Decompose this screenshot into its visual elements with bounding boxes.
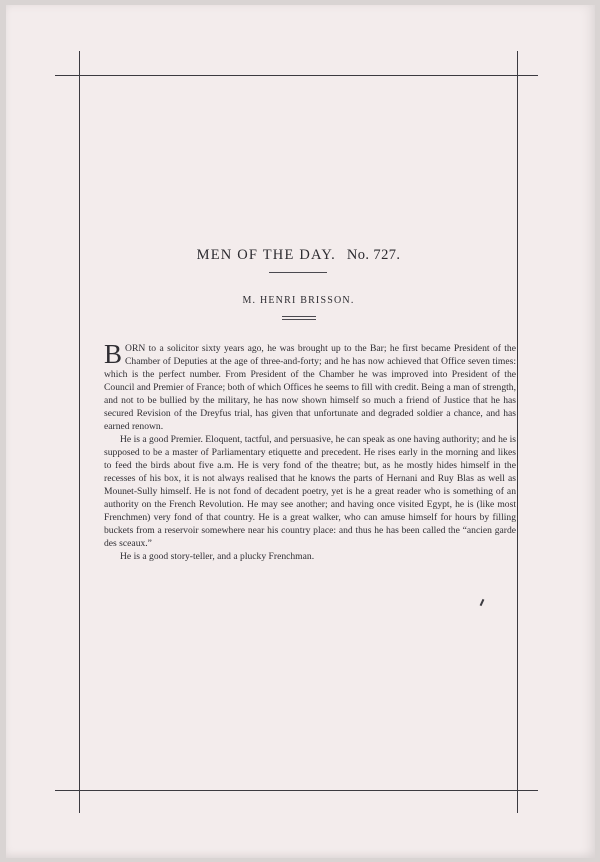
- paragraph-2: He is a good Premier. Eloquent, tactful, and persuasive, he can speak as one having authority; and he is supposed to be a master of Parliamentary etiquette and precedent. He rises early in the morning and likes to feed the birds about five a.m. He is very fond of the theatre; but, as he mostly hides himself in the recesses of his box, it is not always realised that he knows the parts of Hernani and Ruy Blas as well as Mounet-Sully himself. He is not fond of decadent poetry, yet is he a great reader who is something of an authority on the French Revolution. He may see another; and having once visited Egypt, he is (like most Frenchmen) very fond of that country. He is a great walker, who can amuse himself for hours by filling buckets from a reservoir somewhere near his country place: and thus he has been called the “ancien garde des sceaux.”: [104, 434, 516, 549]
- article-body: [104, 339, 516, 563]
- top-border-rule: [55, 75, 538, 76]
- drop-cap: B: [104, 339, 123, 369]
- title-divider: [269, 272, 327, 273]
- paragraph-1-text: ORN to a solicitor sixty years ago, he was brought up to the Bar; he first became President of the Chamber of Deputies at the age of three-and-forty; and he has now achieved that Office seven times: which is the perfect number. From President of the Chamber he was improved into President of the Council and Premier of France; both of which Offices he seems to fill with credit. Being a man of strength, and not to be bullied by the military, he has now shown himself so much a friend of Justice that he has secured Revision of the Dreyfus trial, has given that unfortunate and degraded soldier a chance, and has earned renown.: [104, 343, 516, 432]
- subject-name: M. HENRI BRISSON.: [242, 295, 355, 306]
- paragraph-3: He is a good story-teller, and a plucky Frenchman.: [120, 551, 315, 562]
- subtitle-divider-upper: [282, 316, 316, 317]
- right-border-rule: [517, 51, 518, 813]
- left-border-rule: [79, 51, 80, 813]
- bottom-border-rule: [55, 790, 538, 791]
- issue-number: No. 727.: [346, 247, 401, 263]
- paragraph-1: [104, 339, 516, 433]
- subtitle-divider-lower: [282, 319, 316, 320]
- title-text: MEN OF THE DAY.: [196, 247, 337, 263]
- page-title: [80, 247, 517, 264]
